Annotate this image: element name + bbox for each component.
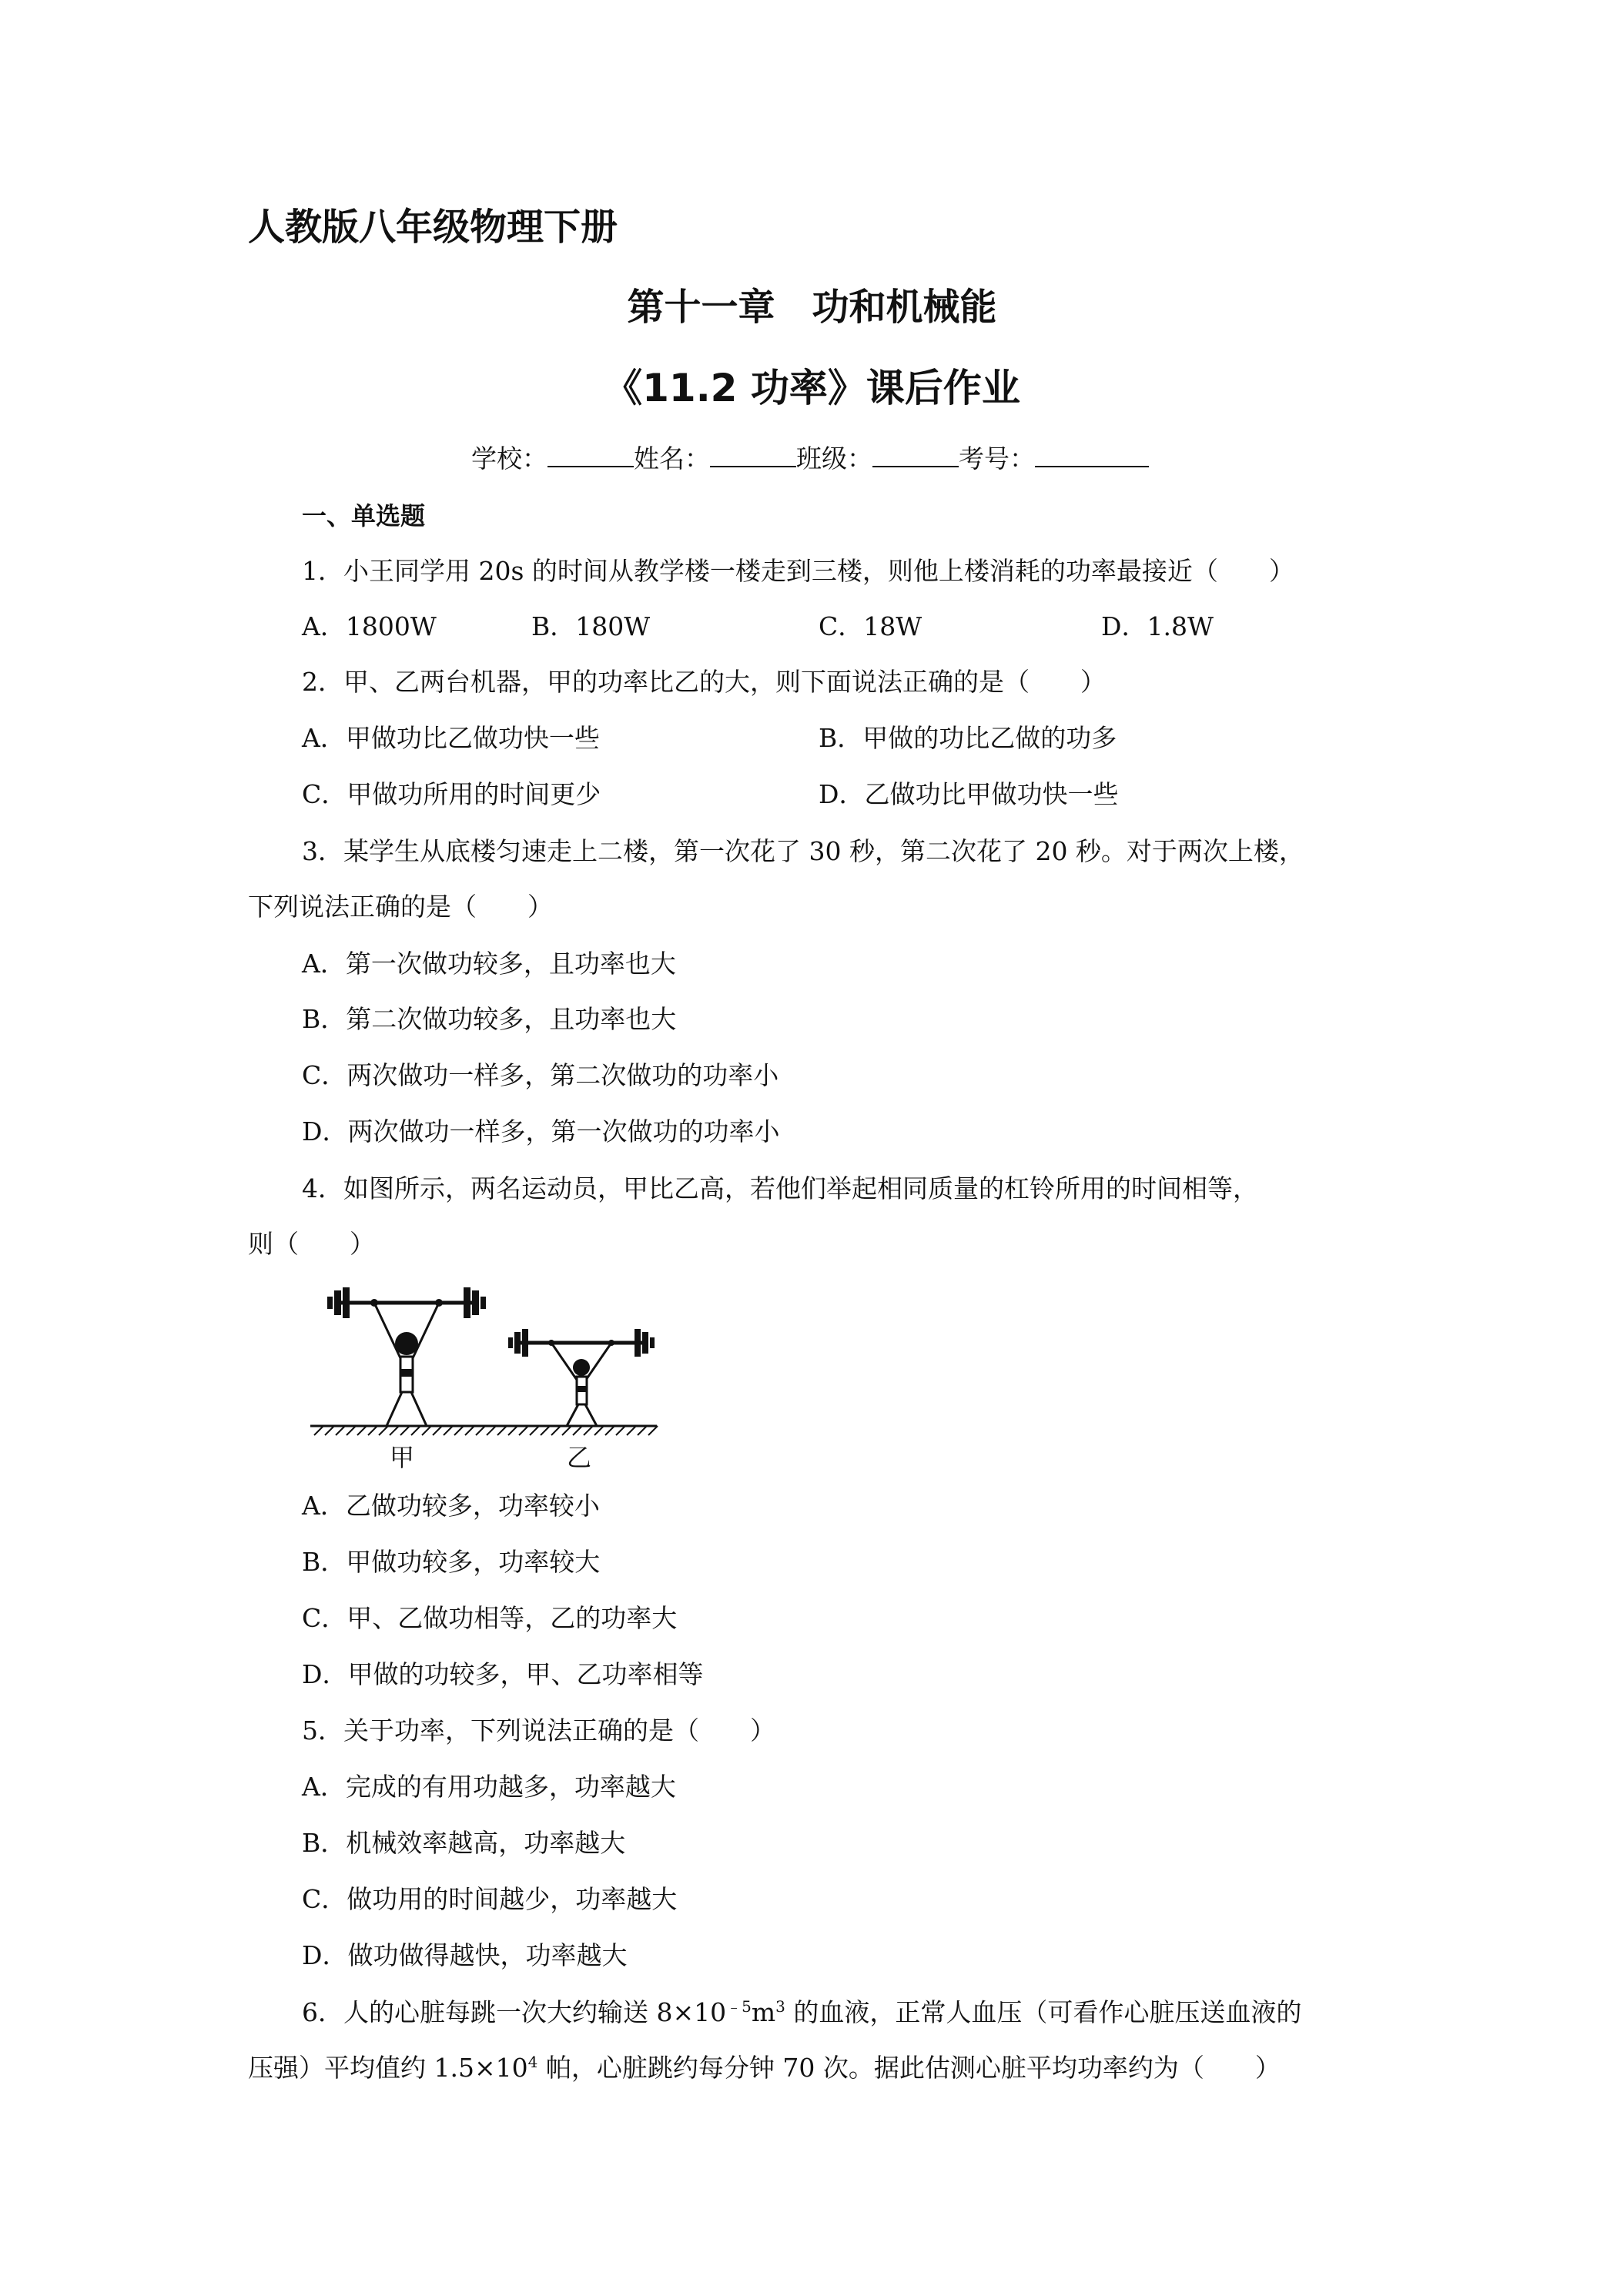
figure-label-jia: 甲 [390, 1443, 415, 1472]
q5-option-a: A．完成的有用功越多，功率越大 [302, 1772, 676, 1802]
weightlifters-svg [306, 1270, 676, 1471]
question-6-stem-line2 [248, 2048, 1281, 2084]
q4-option-b: B．甲做功较多，功率较大 [302, 1547, 601, 1577]
chapter-title: 第十一章 功和机械能 [627, 286, 997, 329]
q2-option-d: D．乙做功比甲做功快一些 [819, 779, 1119, 809]
question-6-stem-line1 [302, 1993, 1301, 2029]
question-5-stem: 5．关于功率，下列说法正确的是（ ） [302, 1715, 775, 1745]
q6-text-b: m [751, 1997, 776, 2027]
q6-exponent-2: 3 [775, 1997, 785, 2016]
book-title: 人教版八年级物理下册 [248, 206, 618, 249]
q1-option-d: D．1.8W [1101, 611, 1214, 641]
q6-exponent-1: ﹣5 [726, 1997, 752, 2016]
q5-option-c: C．做功用的时间越少，功率越大 [302, 1884, 678, 1914]
section-title: 一、单选题 [302, 501, 426, 530]
q5-option-d: D．做功做得越快，功率越大 [302, 1940, 628, 1970]
q6-exponent-3: 4 [527, 2053, 538, 2071]
q5-option-b: B．机械效率越高，功率越大 [302, 1828, 626, 1858]
question-1-stem: 1．小王同学用 20s 的时间从教学楼一楼走到三楼，则他上楼消耗的功率最接近（ ） [302, 556, 1294, 586]
weightlifters-figure [306, 1270, 676, 1474]
exam-no-label: 考号： [959, 443, 1035, 474]
q4-option-c: C．甲、乙做功相等，乙的功率大 [302, 1603, 678, 1633]
q6-text-a: 6．人的心脏每跳一次大约输送 8×10 [302, 1997, 727, 2027]
question-3-stem-line2: 下列说法正确的是（ ） [248, 892, 553, 922]
exam-no-blank[interactable] [1035, 443, 1149, 467]
q2-option-a: A．甲做功比乙做功快一些 [302, 723, 600, 753]
q3-option-c: C．两次做功一样多，第二次做功的功率小 [302, 1060, 779, 1090]
question-4-stem-line2: 则（ ） [248, 1229, 375, 1259]
homework-title: 《11.2 功率》课后作业 [604, 366, 1020, 410]
q6-text-e: 帕，心脏跳约每分钟 70 次。据此估测心脏平均功率约为（ ） [537, 2053, 1281, 2083]
question-2-stem: 2．甲、乙两台机器，甲的功率比乙的大，则下面说法正确的是（ ） [302, 667, 1106, 697]
q1-option-a: A．1800W [302, 611, 437, 641]
figure-label-yi: 乙 [567, 1443, 592, 1472]
class-blank[interactable] [872, 443, 959, 467]
q6-text-c: 的血液，正常人血压（可看作心脏压送血液的 [785, 1997, 1302, 2027]
class-label: 班级： [796, 443, 872, 474]
student-info-line [471, 439, 1149, 475]
ground [310, 1426, 658, 1435]
school-blank[interactable] [547, 443, 634, 467]
q3-option-b: B．第二次做功较多，且功率也大 [302, 1004, 677, 1034]
athlete-yi [508, 1329, 655, 1426]
q4-option-a: A．乙做功较多，功率较小 [302, 1491, 600, 1521]
q3-option-d: D．两次做功一样多，第一次做功的功率小 [302, 1116, 780, 1146]
athlete-jia [327, 1287, 486, 1426]
name-label: 姓名： [634, 443, 710, 474]
q3-option-a: A．第一次做功较多，且功率也大 [302, 949, 676, 979]
question-4-stem-line1: 4．如图所示，两名运动员，甲比乙高，若他们举起相同质量的杠铃所用的时间相等， [302, 1173, 1258, 1203]
name-blank[interactable] [710, 443, 796, 467]
q4-option-d: D．甲做的功较多，甲、乙功率相等 [302, 1659, 704, 1689]
q1-option-c: C．18W [819, 611, 922, 641]
q2-option-b: B．甲做的功比乙做的功多 [819, 723, 1117, 753]
school-label: 学校： [471, 443, 547, 474]
q6-text-d: 压强）平均值约 1.5×10 [248, 2053, 528, 2083]
q2-option-c: C．甲做功所用的时间更少 [302, 779, 601, 809]
question-3-stem-line1: 3．某学生从底楼匀速走上二楼，第一次花了 30 秒，第二次花了 20 秒。对于两次上楼， [302, 836, 1304, 866]
q1-option-b: B．180W [531, 611, 651, 641]
